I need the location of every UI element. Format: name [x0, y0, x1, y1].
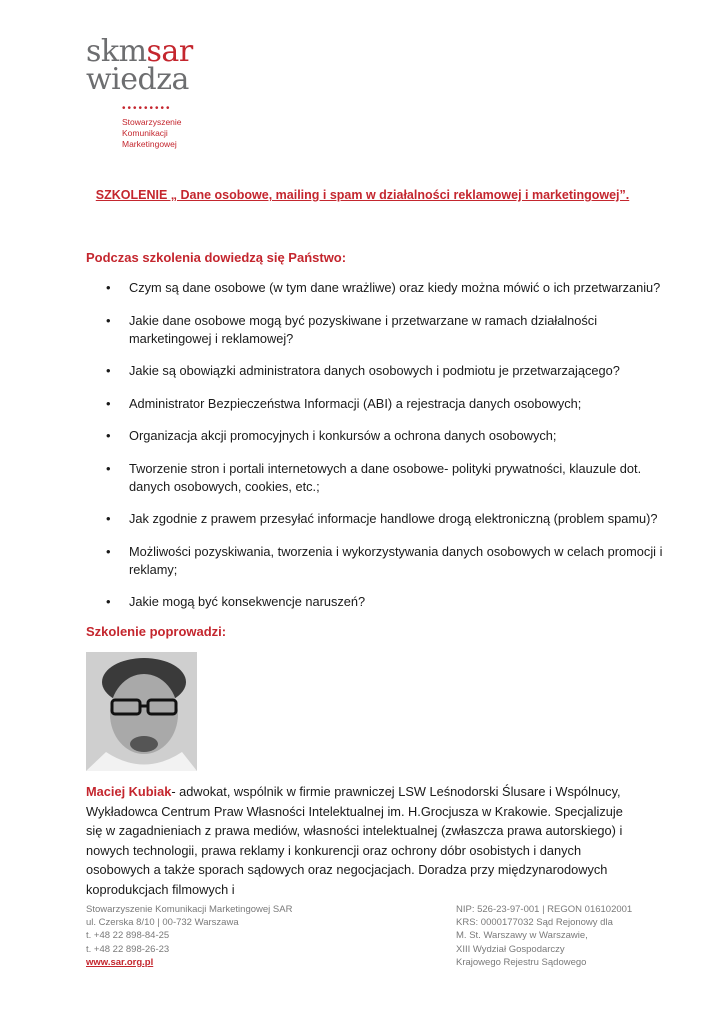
list-item: [86, 593, 666, 611]
footer-line: Stowarzyszenie Komunikacji Marketingowej SAR: [86, 904, 293, 915]
logo-wordmark-line2: wiedza: [86, 62, 189, 97]
list-item-text: Administrator Bezpieczeństwa Informacji (ABI) a rejestracja danych osobowych;: [129, 395, 582, 411]
list-item: [86, 279, 666, 297]
training-title: SZKOLENIE „ Dane osobowe, mailing i spam w działalności reklamowej i marketingowej”.: [95, 188, 630, 202]
footer-line: Krajowego Rejestru Sądowego: [456, 956, 587, 968]
list-item-text: Organizacja akcji promocyjnych i konkursów a ochrona danych osobowych;: [129, 428, 557, 443]
list-item-text: Jakie mogą być konsekwencje naruszeń?: [129, 594, 366, 609]
list-item: [86, 395, 666, 413]
list-item-text: Czym są dane osobowe (w tym dane wrażliwe) oraz kiedy można mówić o ich przetwarzaniu?: [129, 280, 661, 295]
footer-address: [86, 903, 292, 969]
bullet-icon: •: [106, 280, 111, 295]
list-item-text: Tworzenie stron i portali internetowych a dane osobowe- polityki prywatności, klauzule dot. danych osobowych, cookies, etc.;: [129, 460, 642, 494]
bullet-icon: •: [106, 543, 111, 559]
footer-line: KRS: 0000177032 Sąd Rejonowy dla: [456, 917, 613, 929]
bullet-icon: •: [106, 511, 111, 526]
trainer-bio: [86, 782, 642, 899]
trainer-photo: [86, 652, 197, 771]
bullet-icon: •: [106, 363, 111, 378]
list-item-text: Jakie dane osobowe mogą być pozyskiwane i przetwarzane w ramach działalności marketingowej i reklamowej?: [129, 312, 598, 346]
trainer-portrait-icon: [86, 652, 197, 771]
bullet-icon: •: [106, 395, 111, 411]
logo-sar: sar: [146, 34, 193, 69]
footer-line: ul. Czerska 8/10 | 00-732 Warszawa: [86, 917, 239, 929]
list-item: [86, 427, 666, 445]
list-item: [86, 312, 666, 348]
bullet-icon: •: [106, 594, 111, 609]
learn-heading: Podczas szkolenia dowiedzą się Państwo:: [86, 250, 347, 265]
trainer-name: Maciej Kubiak: [86, 784, 172, 799]
website-link[interactable]: www.sar.org.pl: [86, 956, 154, 968]
bullet-icon: •: [106, 312, 111, 328]
logo-dots: •••••••••: [122, 103, 172, 114]
trainer-bio-text: - adwokat, wspólnik w firmie prawniczej LSW Leśnodorski Ślusare i Wspólnucy, Wykładowca Centrum Praw Własności Intelektualnej im. H.Grocjusza w Krakowie. Specjalizuje się w zagadnieniach z prawa mediów, własności intelektualnej (zwłaszcza prawa autorskiego) i nowych technologii, prawa reklamy i konkurencji oraz ochrony dóbr osobistych i danych osobowych a także sporach sądowych oraz negocjacjach. Doradza przy międzynarodowych koprodukcjach filmowych i: [86, 784, 623, 897]
list-item: [86, 362, 666, 380]
footer-line: XIII Wydział Gospodarczy: [456, 943, 565, 955]
list-item: [86, 460, 666, 496]
logo-subtitle-line: Stowarzyszenie: [122, 117, 182, 127]
logo-subtitle: [122, 117, 286, 150]
logo-subtitle-line: Marketingowej: [122, 139, 177, 149]
footer-line: t. +48 22 898-26-23: [86, 943, 170, 955]
bullet-icon: •: [106, 428, 111, 443]
logo-skm: skm: [86, 34, 147, 69]
list-item: [86, 510, 666, 528]
list-item: [86, 543, 666, 579]
list-item-text: Możliwości pozyskiwania, tworzenia i wykorzystywania danych osobowych w celach promocji i reklamy;: [129, 543, 663, 577]
footer-registry: [456, 903, 632, 969]
bullet-icon: •: [106, 460, 111, 476]
footer-line: NIP: 526-23-97-001 | REGON 016102001: [456, 904, 633, 915]
footer-line: t. +48 22 898-84-25: [86, 930, 170, 942]
topics-list: [86, 279, 666, 626]
footer-line: M. St. Warszawy w Warszawie,: [456, 930, 588, 942]
list-item-text: Jakie są obowiązki administratora danych osobowych i podmiotu je przetwarzającego?: [129, 363, 620, 378]
logo-subtitle-line: Komunikacji: [122, 128, 168, 138]
list-item-text: Jak zgodnie z prawem przesyłać informacje handlowe drogą elektroniczną (problem spamu)?: [129, 511, 658, 526]
trainer-heading: Szkolenie poprowadzi:: [86, 624, 227, 639]
skmsar-wiedza-logo: [86, 34, 286, 150]
